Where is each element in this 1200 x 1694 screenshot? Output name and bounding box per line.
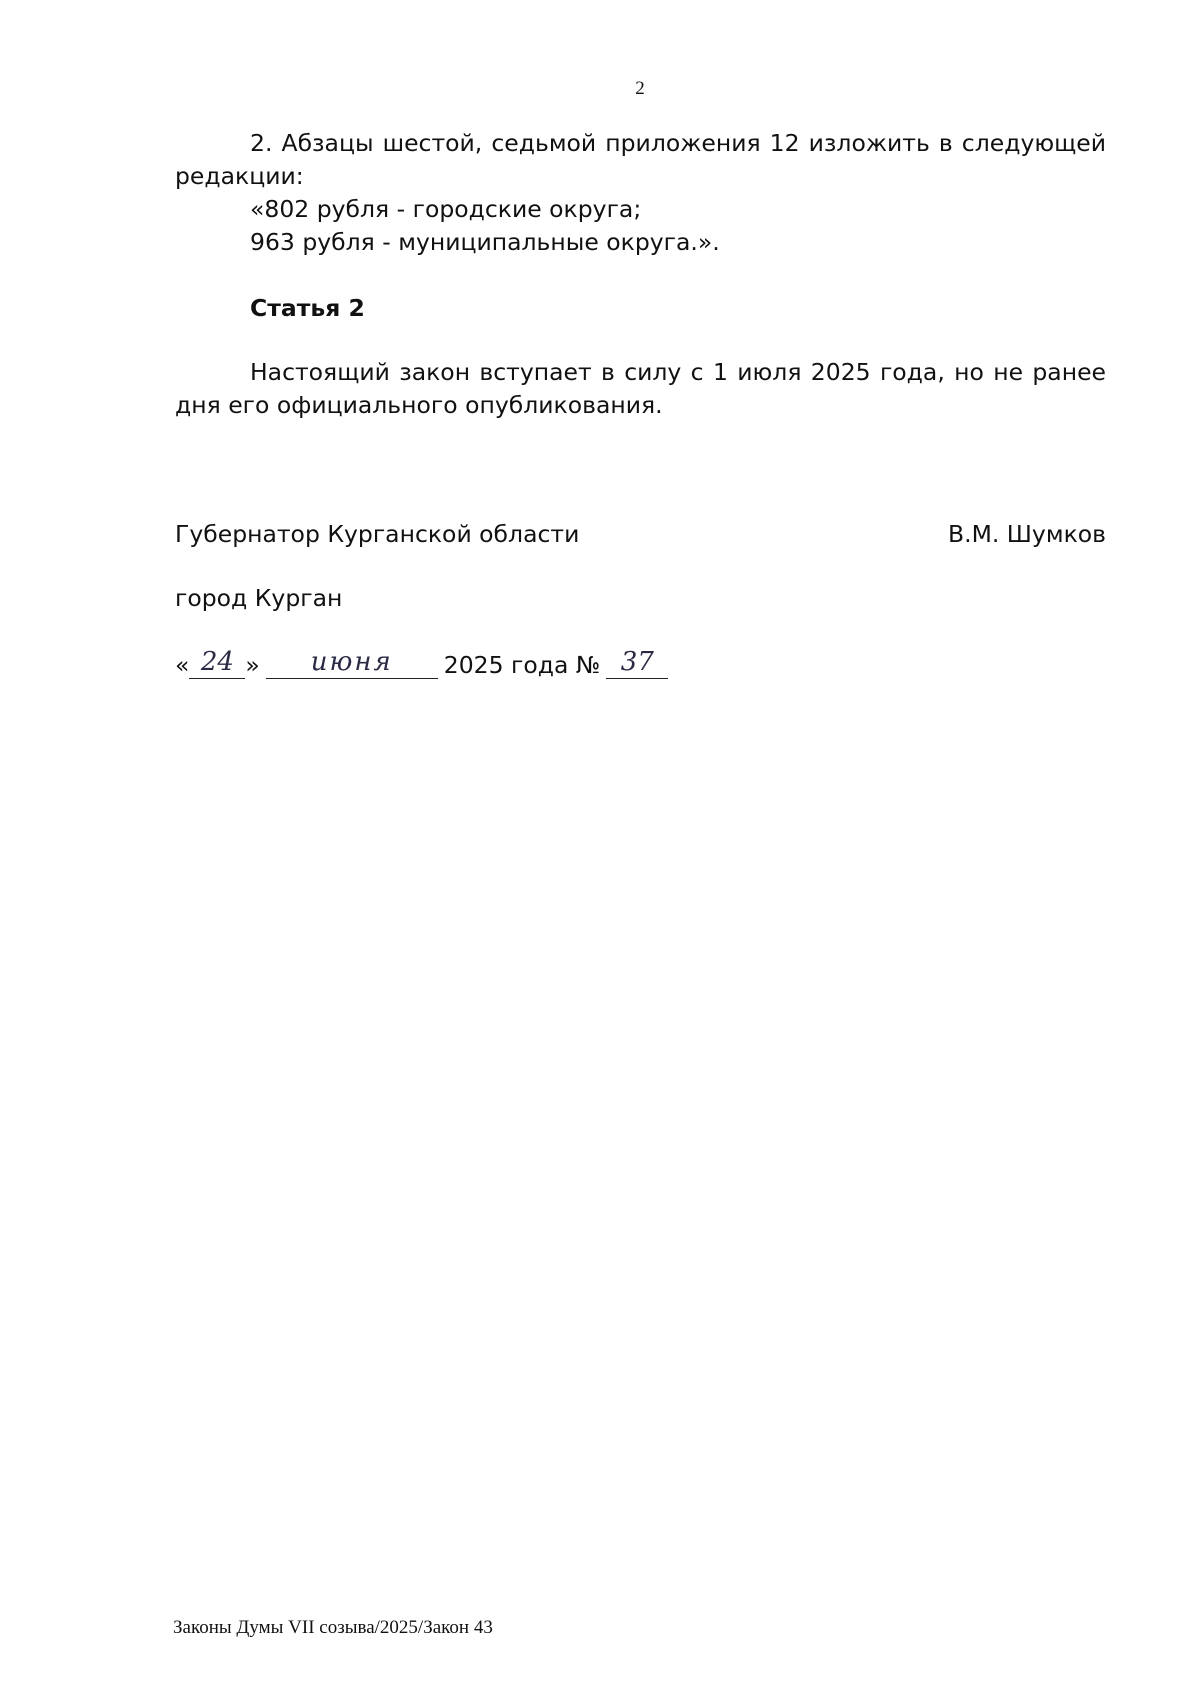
paragraph-effective-date: Настоящий закон вступает в силу с 1 июля 2025 года, но не ранее дня его официального опубликования. xyxy=(175,358,1106,419)
date-year-text: 2025 года № xyxy=(443,651,601,679)
footer-reference: Законы Думы VII созыва/2025/Закон 43 xyxy=(173,1617,493,1638)
article-heading: Статья 2 xyxy=(250,294,365,322)
law-number-handwritten: 37 xyxy=(606,648,668,679)
governor-name: В.М. Шумков xyxy=(948,520,1106,548)
city-line: город Курган xyxy=(175,584,343,612)
paragraph-amendment: 2. Абзацы шестой, седьмой приложения 12 изложить в следующей редакции: xyxy=(175,129,1106,190)
document-body xyxy=(175,127,1106,259)
date-line xyxy=(175,648,668,679)
governor-title: Губернатор Курганской области xyxy=(175,520,580,548)
date-open-quote: « xyxy=(175,651,190,679)
date-day-handwritten: 24 xyxy=(189,648,245,679)
page-number: 2 xyxy=(635,78,645,99)
article-section xyxy=(175,292,1106,325)
date-month-handwritten: июня xyxy=(266,648,438,679)
amendment-line-1: «802 рубля - городские округа; xyxy=(250,195,642,223)
article-body xyxy=(175,356,1106,422)
signature-row xyxy=(175,520,1106,548)
date-close-quote: » xyxy=(245,651,260,679)
amendment-line-2: 963 рубля - муниципальные округа.». xyxy=(250,228,720,256)
